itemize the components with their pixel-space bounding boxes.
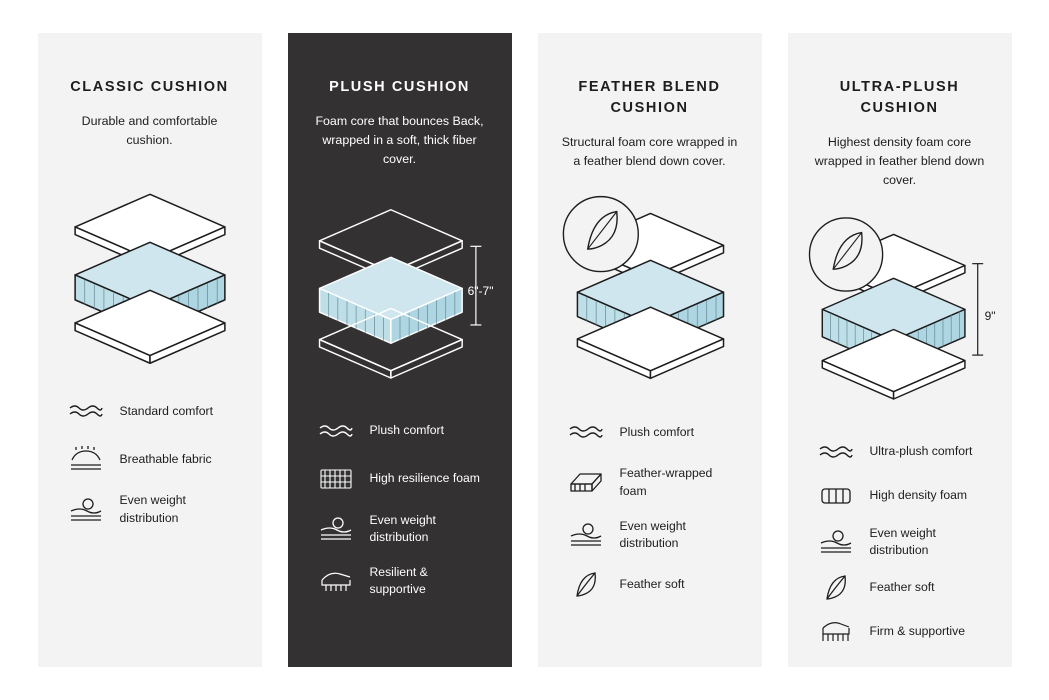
feature-item (66, 492, 234, 526)
waves-icon (316, 416, 356, 446)
feature-list (54, 396, 246, 526)
feature-item (816, 481, 984, 511)
high-density-foam-icon (816, 481, 856, 511)
feature-item (316, 416, 484, 446)
card-description: Highest density foam core wrapped in feather blend down cover. (814, 135, 985, 188)
even-weight-icon (816, 527, 856, 557)
feature-item (566, 518, 734, 552)
feature-label: Resilient & supportive (369, 564, 428, 596)
even-weight-icon (66, 495, 106, 525)
feature-label: Even weight distribution (119, 493, 186, 525)
feature-label: Standard comfort (119, 403, 213, 418)
measurement-label: 9" (984, 308, 996, 323)
feature-label: Breathable fabric (119, 451, 212, 466)
cushion-diagram (304, 178, 496, 408)
feature-label: High density foam (869, 488, 968, 503)
feather-icon (816, 573, 856, 603)
feature-item (816, 437, 984, 467)
feature-label: High resilience foam (369, 471, 480, 486)
feature-label: Ultra-plush comfort (869, 444, 973, 459)
cushion-diagram (554, 179, 746, 409)
card-title: ULTRA-PLUSH CUSHION (839, 79, 960, 117)
feature-label: Feather soft (869, 580, 935, 595)
layer-stack-illustration (54, 163, 246, 383)
even-weight-icon (316, 514, 356, 544)
cushion-card-classic (38, 33, 262, 667)
feature-item (816, 573, 984, 603)
cushion-card-feather-blend (538, 33, 762, 667)
feature-label: Plush comfort (619, 424, 695, 439)
layer-stack-illustration (804, 201, 996, 426)
card-title: CLASSIC CUSHION (70, 79, 229, 95)
layer-stack-illustration (554, 182, 746, 407)
feature-item (566, 417, 734, 447)
feature-item (316, 464, 484, 494)
card-description: Structural foam core wrapped in a feather blend down cover. (561, 135, 738, 169)
feature-item (316, 564, 484, 598)
resilient-support-icon (316, 566, 356, 596)
feature-item (316, 512, 484, 546)
waves-icon (66, 396, 106, 426)
leaf-badge-icon (809, 218, 882, 291)
feature-list (554, 417, 746, 599)
feature-label: Even weight distribution (869, 525, 936, 557)
feature-label: Plush comfort (369, 423, 445, 438)
waves-icon (566, 417, 606, 447)
honeycomb-icon (316, 464, 356, 494)
feature-list (804, 437, 996, 647)
feature-item (816, 525, 984, 559)
firm-support-icon (816, 617, 856, 647)
feature-item (66, 444, 234, 474)
feather-wrapped-foam-icon (566, 468, 606, 498)
cushion-card-plush (288, 33, 512, 667)
even-weight-icon (566, 520, 606, 550)
feature-item (566, 570, 734, 600)
leaf-badge-icon (563, 197, 638, 272)
feature-item (566, 465, 734, 499)
feature-list (304, 416, 496, 598)
feature-label: Firm & supportive (869, 624, 965, 639)
feather-icon (566, 570, 606, 600)
cushion-diagram (804, 199, 996, 429)
card-title: FEATHER BLEND CUSHION (578, 79, 721, 117)
breathable-fabric-icon (66, 444, 106, 474)
measurement-label: 6"-7" (467, 283, 494, 298)
feature-label: Feather soft (619, 577, 685, 592)
feature-item (816, 617, 984, 647)
cushion-diagram (54, 158, 246, 388)
feature-label: Feather-wrapped foam (619, 466, 713, 498)
feature-item (66, 396, 234, 426)
feature-label: Even weight distribution (369, 512, 436, 544)
waves-icon (816, 437, 856, 467)
card-description: Durable and comfortable cushion. (81, 114, 218, 148)
card-description: Foam core that bounces Back, wrapped in a soft, thick fiber cover. (315, 114, 484, 167)
card-title: PLUSH CUSHION (329, 79, 470, 95)
feature-label: Even weight distribution (619, 518, 686, 550)
cushion-card-ultra-plush (788, 33, 1012, 667)
